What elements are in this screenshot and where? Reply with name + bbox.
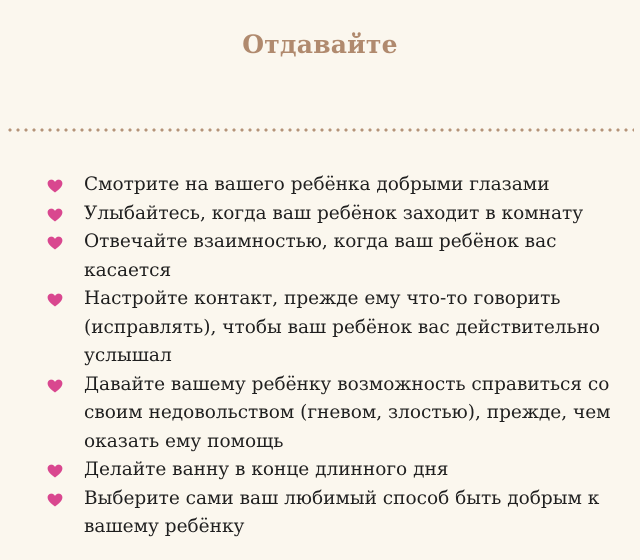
list-item	[44, 228, 634, 285]
heart-icon	[47, 179, 63, 193]
list-item-text: Смотрите на вашего ребёнка добрыми глазами	[84, 174, 550, 195]
list-item	[44, 371, 634, 457]
heart-icon	[47, 208, 63, 222]
heart-icon	[47, 464, 63, 478]
list-item-text: Делайте ванну в конце длинного дня	[84, 459, 449, 480]
heart-icon	[47, 379, 63, 393]
list-item-text: Выберите сами ваш любимый способ быть добрым к вашему ребёнку	[84, 487, 600, 537]
advice-list	[44, 171, 634, 542]
list-item	[44, 171, 634, 200]
list-item	[44, 285, 634, 371]
page-title: Отдавайте	[242, 30, 398, 59]
list-item-text: Улыбайтесь, когда ваш ребёнок заходит в комнату	[84, 202, 584, 224]
list-item	[44, 485, 634, 542]
list-item	[44, 200, 634, 229]
list-item-text: Настройте контакт, прежде ему что-то говорить (исправлять), чтобы ваш ребёнок вас действительно услышал	[84, 288, 601, 366]
dotted-divider	[6, 127, 634, 133]
heart-icon	[47, 293, 63, 307]
heart-icon	[47, 493, 63, 507]
list-item	[44, 456, 634, 485]
heart-icon	[47, 236, 63, 250]
list-item-text: Давайте вашему ребёнку возможность справиться со своим недовольством (гневом, злостью), прежде, чем оказать ему помощь	[84, 373, 611, 452]
list-item-text: Отвечайте взаимностью, когда ваш ребёнок вас касается	[84, 231, 557, 281]
